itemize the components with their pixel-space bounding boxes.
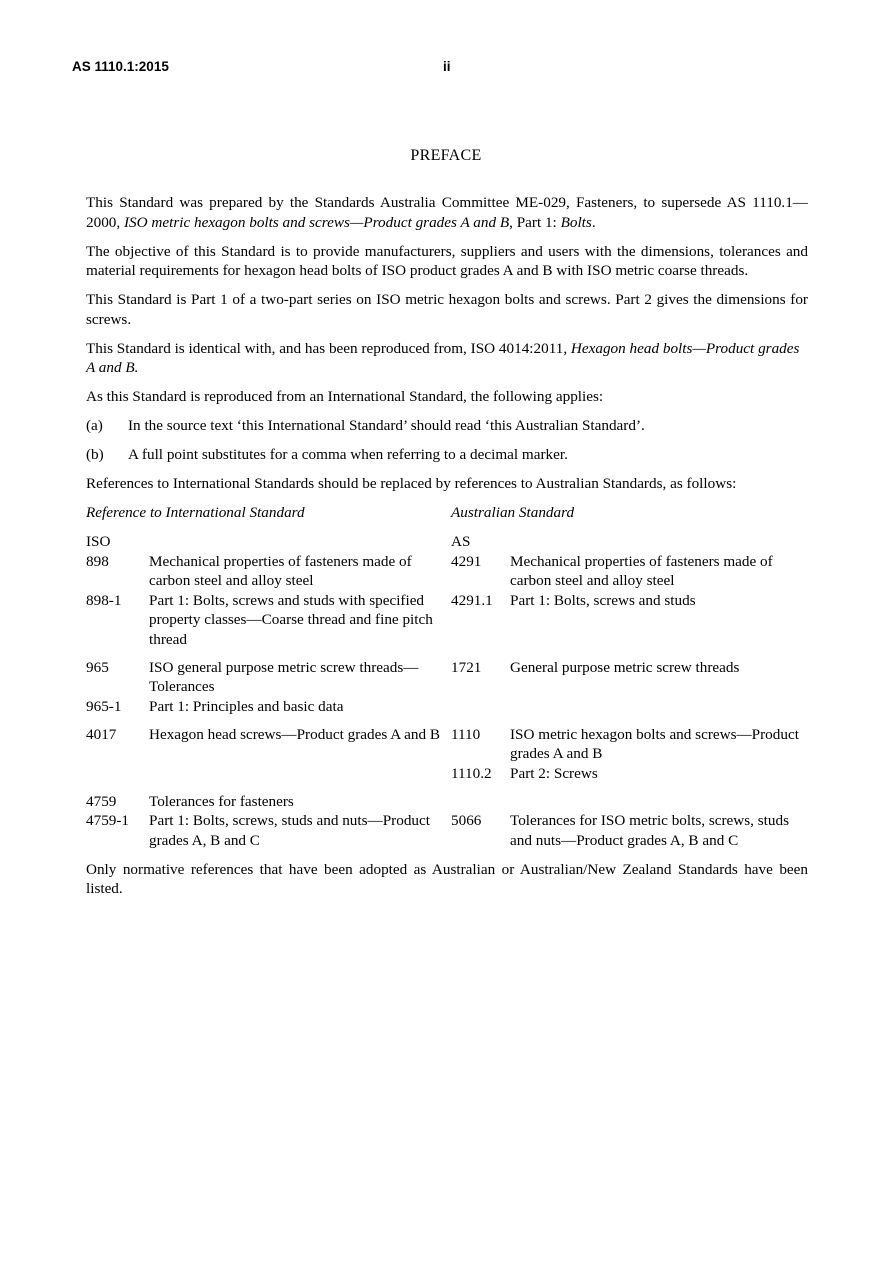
references-header xyxy=(86,503,808,523)
iso-code: 4017 xyxy=(86,725,117,743)
table-row xyxy=(86,697,808,717)
paragraph-applies: As this Standard is reproduced from an International Standard, the following applies: xyxy=(86,388,604,405)
row-gap xyxy=(86,649,808,658)
as-code xyxy=(451,697,510,717)
left-column-heading: Reference to International Standard xyxy=(86,504,305,521)
page-number: ii xyxy=(443,59,451,74)
iso-code: 965 xyxy=(86,658,109,676)
table-row xyxy=(86,725,808,764)
table-row xyxy=(86,552,808,591)
table-row xyxy=(86,764,808,784)
iso-description xyxy=(149,532,451,552)
iso-description: Part 1: Principles and basic data xyxy=(149,697,344,715)
table-row xyxy=(86,591,808,650)
as-description xyxy=(510,792,808,812)
document-body xyxy=(86,193,808,908)
as-description: Part 2: Screws xyxy=(510,764,598,782)
iso-title: Hexagon head bolts—Product grades A and B. xyxy=(86,339,800,376)
list-item xyxy=(86,416,808,436)
list-text: A full point substitutes for a comma when referring to a decimal marker. xyxy=(128,446,568,463)
as-description: Mechanical properties of fasteners made of carbon steel and alloy steel xyxy=(510,552,773,589)
paragraph-identical xyxy=(86,339,808,378)
as-code: 1110 xyxy=(451,725,481,743)
table-row xyxy=(86,658,808,697)
as-code: 5066 xyxy=(451,812,482,829)
text-run: This Standard was prepared by the Standards Australia Committee ME-029, Fasteners, to supersede AS 1110.1—2000, xyxy=(86,194,808,231)
paragraph-series: This Standard is Part 1 of a two-part series on ISO metric hexagon bolts and screws. Part 2 gives the dimensions for screws. xyxy=(86,291,808,328)
row-gap xyxy=(86,716,808,725)
as-code xyxy=(451,792,510,812)
iso-description: ISO general purpose metric screw threads—Tolerances xyxy=(149,658,419,695)
iso-description: Hexagon head screws—Product grades A and B xyxy=(149,725,441,743)
as-code: 1721 xyxy=(451,658,482,676)
as-description: Part 1: Bolts, screws and studs xyxy=(510,591,696,609)
iso-code: ISO xyxy=(86,533,111,550)
iso-code: 898 xyxy=(86,552,109,570)
page-title: PREFACE xyxy=(410,147,482,164)
iso-description: Part 1: Bolts, screws and studs with specified property classes—Coarse thread and fine pitch thread xyxy=(149,591,433,648)
as-description: ISO metric hexagon bolts and screws—Product grades A and B xyxy=(510,725,799,762)
table-row xyxy=(86,532,808,552)
right-column-heading: Australian Standard xyxy=(451,504,575,521)
document-id: AS 1110.1:2015 xyxy=(72,59,169,74)
iso-description: Mechanical properties of fasteners made of carbon steel and alloy steel xyxy=(149,552,412,589)
as-code: 1110.2 xyxy=(451,764,492,782)
iso-code: 4759 xyxy=(86,792,117,810)
text-run: This Standard is identical with, and has been reproduced from, ISO 4014:2011, xyxy=(86,339,571,357)
as-description: Tolerances for ISO metric bolts, screws, studs and nuts—Product grades A, B and C xyxy=(510,812,789,849)
paragraph-closing: Only normative references that have been adopted as Australian or Australian/New Zealand Standards have been listed. xyxy=(86,860,808,897)
paragraph-objective: The objective of this Standard is to provide manufacturers, suppliers and users with the dimensions, tolerances and material requirements for hexagon head bolts of ISO product grades A and B with ISO metric coarse threads. xyxy=(86,242,808,279)
text-run: . xyxy=(591,213,596,231)
paragraph-committee xyxy=(86,193,808,232)
part-title: Bolts xyxy=(560,213,592,231)
row-gap xyxy=(86,783,808,792)
iso-code: 965-1 xyxy=(86,697,122,715)
as-code: AS xyxy=(451,533,471,550)
as-description xyxy=(510,532,808,552)
iso-description xyxy=(149,764,451,784)
iso-description: Part 1: Bolts, screws, studs and nuts—Product grades A, B and C xyxy=(149,812,430,849)
list-marker: (b) xyxy=(86,446,104,463)
references-table xyxy=(86,503,808,850)
text-run: , Part 1: xyxy=(509,213,561,231)
list-marker: (a) xyxy=(86,417,103,434)
table-row xyxy=(86,811,808,850)
iso-description: Tolerances for fasteners xyxy=(149,792,294,810)
paragraph-references-intro: References to International Standards should be replaced by references to Australian Standards, as follows: xyxy=(86,475,737,492)
as-description xyxy=(510,697,808,717)
as-code: 4291.1 xyxy=(451,591,493,609)
as-description: General purpose metric screw threads xyxy=(510,658,740,676)
iso-code: 898-1 xyxy=(86,591,122,609)
superseded-title: ISO metric hexagon bolts and screws—Product grades A and B xyxy=(123,213,510,231)
list-text: In the source text ‘this International Standard’ should read ‘this Australian Standard’. xyxy=(128,417,645,434)
iso-code: 4759-1 xyxy=(86,812,130,829)
table-row xyxy=(86,792,808,812)
as-code: 4291 xyxy=(451,552,482,570)
iso-code xyxy=(86,764,149,784)
list-item xyxy=(86,445,808,465)
